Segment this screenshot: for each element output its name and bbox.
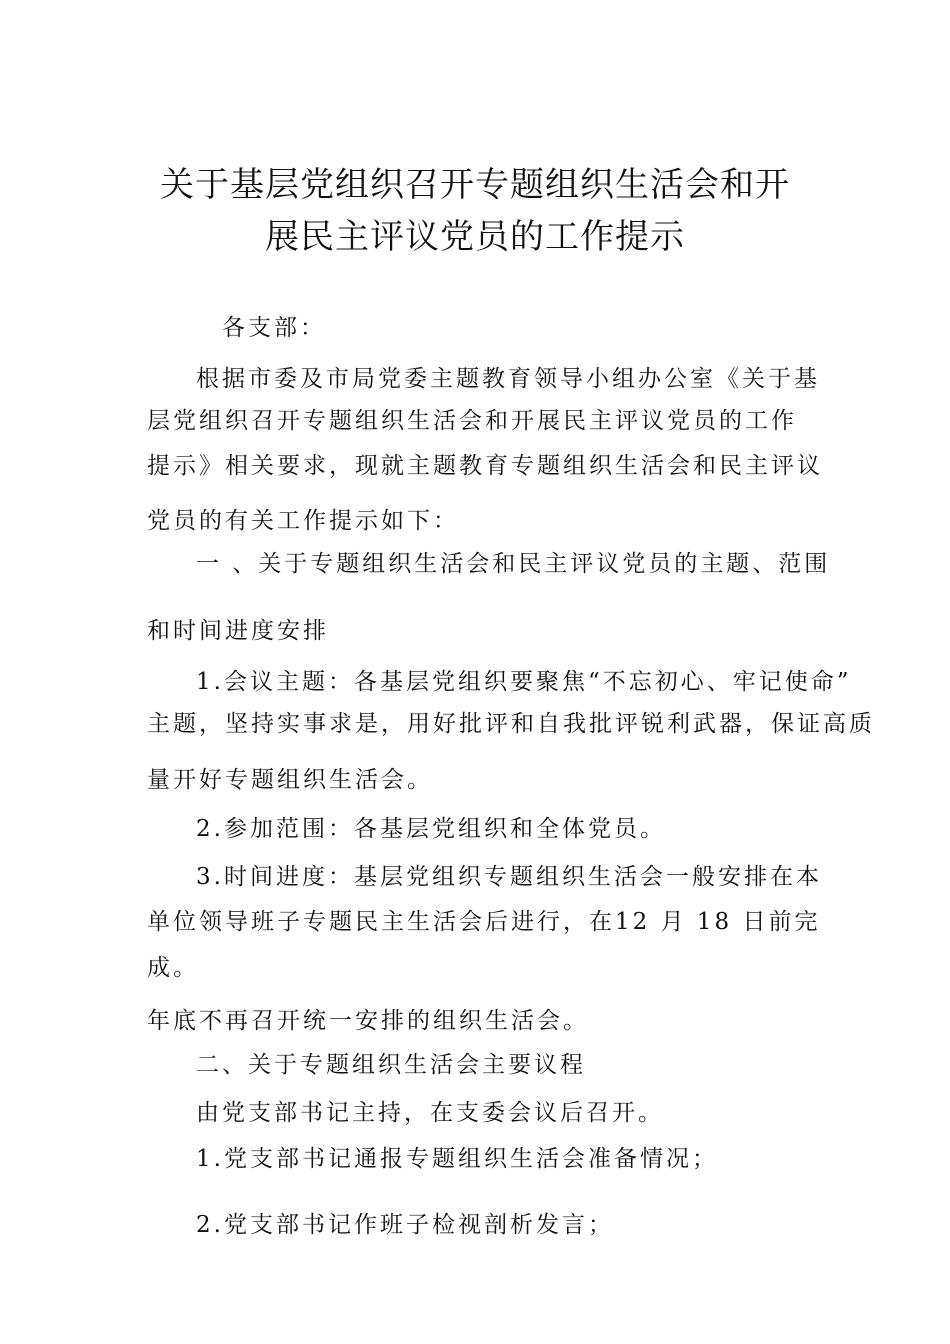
paragraph-line: 量开好专题组织生活会。 bbox=[147, 767, 433, 793]
section-heading: 一 、关于专题组织生活会和民主评议党员的主题、范围 bbox=[196, 551, 831, 577]
paragraph-line: 主题，坚持实事求是，用好批评和自我批评锐利武器，保证高质 bbox=[147, 711, 875, 737]
paragraph-line: 年底不再召开统一安排的组织生活会。 bbox=[147, 1008, 589, 1034]
paragraph-line: 3.时间进度：基层党组织专题组织生活会一般安排在本 bbox=[196, 864, 822, 890]
paragraph-line: 根据市委及市局党委主题教育领导小组办公室《关于基 bbox=[196, 366, 820, 392]
document-title-line-1: 关于基层党组织召开专题组织生活会和开 bbox=[160, 165, 790, 205]
salutation: 各支部： bbox=[222, 315, 326, 341]
paragraph-line: 成。 bbox=[147, 955, 199, 981]
paragraph-line: 1.会议主题：各基层党组织要聚焦“不忘初心、牢记使命” bbox=[196, 669, 852, 695]
section-heading: 二、关于专题组织生活会主要议程 bbox=[196, 1052, 586, 1078]
paragraph-line: 党员的有关工作提示如下： bbox=[147, 508, 459, 534]
section-heading-continuation: 和时间进度安排 bbox=[147, 618, 329, 644]
list-item: 2.党支部书记作班子检视剖析发言； bbox=[196, 1212, 614, 1238]
paragraph-line: 提示》相关要求，现就主题教育专题组织生活会和民主评议 bbox=[147, 453, 823, 479]
paragraph-line: 由党支部书记主持，在支委会议后召开。 bbox=[196, 1100, 664, 1126]
list-item: 1.党支部书记通报专题组织生活会准备情况； bbox=[196, 1146, 718, 1172]
paragraph-line: 2.参加范围：各基层党组织和全体党员。 bbox=[196, 816, 666, 842]
paragraph-line: 层党组织召开专题组织生活会和开展民主评议党员的工作 bbox=[147, 408, 797, 434]
paragraph-line: 单位领导班子专题民主生活会后进行，在12 月 18 日前完 bbox=[147, 909, 821, 935]
document-title-line-2: 展民主评议党员的工作提示 bbox=[265, 217, 685, 257]
